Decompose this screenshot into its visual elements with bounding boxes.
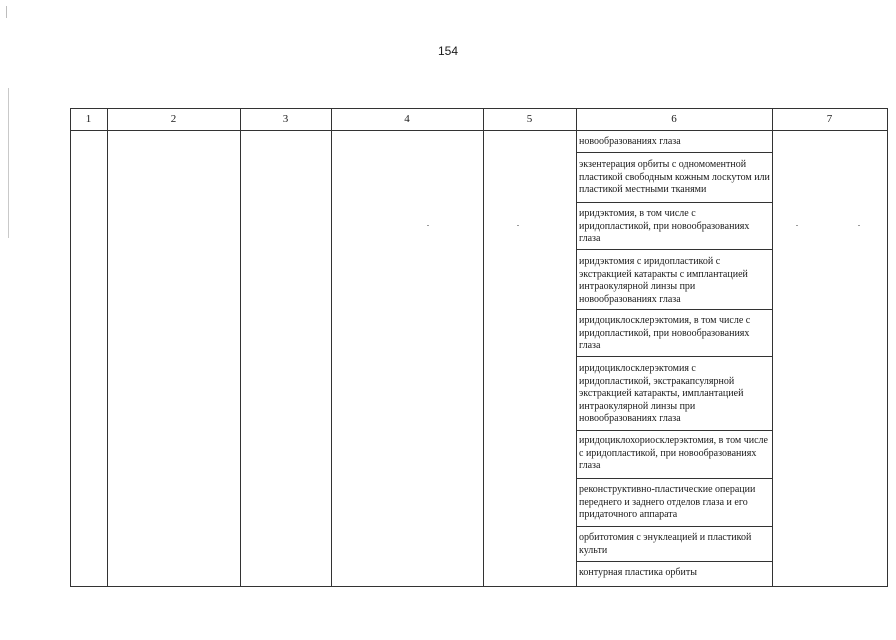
column-header: 5 <box>526 113 533 125</box>
header-bottom-border <box>70 130 888 131</box>
procedure-entry: контурная пластика орбиты <box>579 567 697 578</box>
procedure-entry: экзентерация орбиты с одномоментной пластикой свободным кожным лоскутом или пластикой местными тканями <box>579 159 770 195</box>
scan-speck <box>796 225 798 226</box>
procedure-entry: иридэктомия с иридопластикой с экстракцией катаракты с имплантацией интраокулярной линзы при новообразованиях глаза <box>579 256 748 305</box>
col-border <box>772 108 773 587</box>
row-border <box>576 561 772 562</box>
row-border <box>576 152 772 153</box>
row-border <box>576 202 772 203</box>
col-border <box>483 108 484 587</box>
procedure-entry: реконструктивно-пластические операции переднего и заднего отделов глаза и его придаточного аппарата <box>579 484 756 520</box>
procedure-entry: орбитотомия с энуклеацией и пластикой культи <box>579 532 752 556</box>
scan-speck <box>517 225 519 226</box>
col-border <box>240 108 241 587</box>
row-border <box>576 526 772 527</box>
col-border <box>331 108 332 587</box>
procedure-entry: новообразованиях глаза <box>579 136 681 147</box>
scan-speck <box>858 225 860 226</box>
procedures-table <box>70 108 888 587</box>
row-border <box>576 430 772 431</box>
procedure-entry: иридоциклосклерэктомия с иридопластикой, экстракапсулярной экстракцией катаракты, имплантацией интраокулярной линзы при новообразованиях глаза <box>579 363 744 424</box>
column-header: 1 <box>85 113 92 125</box>
table-bottom-border <box>70 586 888 587</box>
procedure-entry: иридэктомия, в том числе с иридопластикой, при новообразованиях глаза <box>579 208 750 244</box>
row-border <box>576 309 772 310</box>
scan-speck <box>427 225 429 226</box>
scan-corner-mark <box>6 6 7 18</box>
column-header: 7 <box>826 113 833 125</box>
col-border <box>107 108 108 587</box>
column-header: 3 <box>282 113 289 125</box>
procedure-entry: иридоциклосклерэктомия, в том числе с иридопластикой, при новообразованиях глаза <box>579 315 751 351</box>
column-header: 4 <box>404 113 410 125</box>
col-border <box>887 108 888 587</box>
col-border <box>70 108 71 587</box>
column-header: 2 <box>170 113 177 125</box>
procedure-entry: иридоциклохориосклерэктомия, в том числе с иридопластикой, при новообразованиях глаза <box>579 435 768 471</box>
row-border <box>576 478 772 479</box>
column-header: 6 <box>671 113 677 125</box>
scan-margin-mark <box>8 88 9 238</box>
row-border <box>576 249 772 250</box>
row-border <box>576 356 772 357</box>
page-number: 154 <box>437 44 459 58</box>
